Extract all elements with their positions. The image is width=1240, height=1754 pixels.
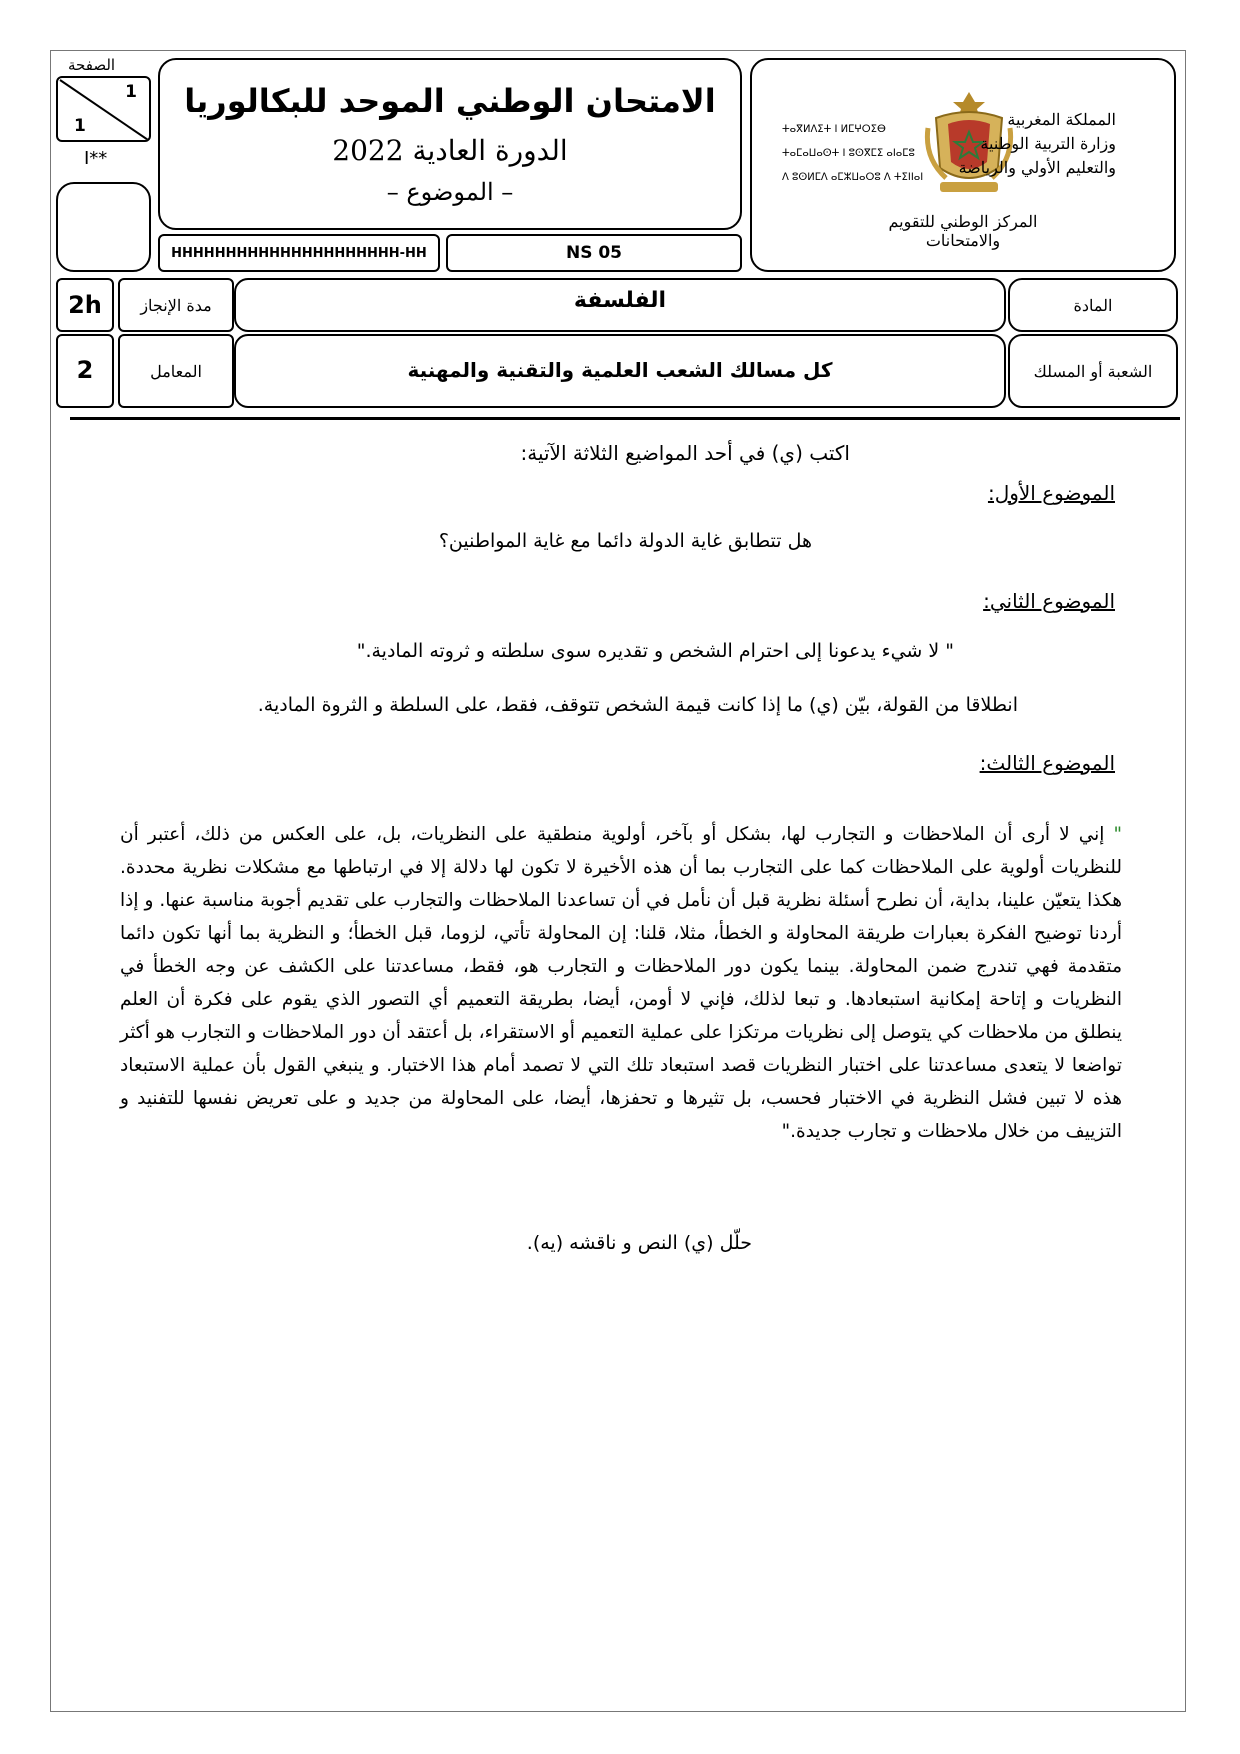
page-total: 1 (74, 116, 86, 136)
ministry-name-2: والتعليم الأولي والرياضة (958, 158, 1116, 177)
center-name: المركز الوطني للتقويم والامتحانات (888, 212, 1038, 250)
tifinagh-text (782, 118, 923, 190)
instruction: اكتب (ي) في أحد المواضيع الثلاثة الآتية: (520, 441, 850, 465)
blank-box (56, 182, 151, 272)
candidate-code-box (158, 234, 440, 272)
topic-3-title: الموضوع الثالث: (979, 751, 1115, 775)
exam-title-box (158, 58, 742, 230)
ministry-text (959, 108, 1116, 180)
exam-code-box (446, 234, 742, 272)
candidate-code: HHHHHHHHHHHHHHHHHHHHH-HH (171, 245, 427, 261)
subject-value: الفلسفة (234, 278, 1006, 332)
exam-title: الامتحان الوطني الموحد للبكالوريا (184, 82, 716, 120)
opening-quote: " (1113, 824, 1122, 845)
topic-2-quote: " لا شيء يدعونا إلى احترام الشخص و تقديره سوى سلطته و ثروته المادية." (356, 640, 954, 662)
duration-label: مدة الإنجاز (118, 278, 234, 332)
coefficient-value: 2 (56, 334, 114, 408)
topic-3-passage: إني لا أرى أن الملاحظات و التجارب لها، بشكل أو بآخر، أولوية منطقية على النظريات، بل، على العكس من ذلك، أعتبر أن للنظريات أولوية على الملاحظات كما على التجارب بما أن هذه الأخيرة لا تكون لها دلالة إلا في ارتباطها مع مشكلات نظرية محددة. هكذا يتعيّن علينا، بداية، أن نطرح أسئلة نظرية قبل أن نأمل في أن تساعدنا الملاحظات والتجارب على تقديم أجوبة مناسبة عنها. و إذا أردنا توضيح الفكرة بعبارات طريقة المحاولة و الخطأ، مثلا، قلنا: إن المحاولة تأتي، لزوما، قبل الخطأ؛ و النظرية بما أنها تكون دائما متقدمة فهي تندرج ضمن المحاولة. بينما يكون دور الملاحظات و التجارب هو، فقط، مساعدتنا على الكشف عن وجه الخطأ في النظريات و إتاحة إمكانية استبعادها. و تبعا لذلك، فإني لا أومن، أيضا، بطريقة التعميم أي التصور الذي يقوم على فكرة أن العلم ينطلق من ملاحظات كي يتوصل إلى نظريات مرتكزا على عملية التعميم أو الاستقراء، بل أعتقد أن دور الملاحظات و التجارب هو أكثر تواضعا لا يتعدى مساعدتنا على اختبار النظريات قصد استبعاد تلك التي لا تصمد أمام هذا الاختبار. و ينبغي القول بأن عملية الاستبعاد هذه لا تبين فشل النظرية في الاختبار فحسب، بل تثيرها و تحفزها، أيضا، على المحاولة من جديد و على تعريض نفسها للتفنيد و التزييف من خلال ملاحظات و تجارب جديدة." (120, 824, 1122, 1142)
ministry-box (750, 58, 1176, 272)
branch-label: الشعبة أو المسلك (1008, 334, 1178, 408)
subject-label: المادة (1008, 278, 1178, 332)
page-current: 1 (125, 82, 137, 102)
exam-marker: I** (84, 148, 108, 169)
subject-heading: – الموضوع – (386, 178, 514, 206)
page-divider-line (58, 78, 151, 142)
topic-1-title: الموضوع الأول: (987, 481, 1115, 505)
kingdom-name: المملكة المغربية (1007, 110, 1116, 129)
page-label: الصفحة (68, 56, 116, 74)
coefficient-label: المعامل (118, 334, 234, 408)
topic-3-text (120, 818, 1122, 1148)
tifinagh-line-1: ⵜⴰⴳⵍⴷⵉⵜ ⵏ ⵍⵎⵖⵔⵉⴱ (782, 124, 886, 135)
topic-1-question: هل تتطابق غاية الدولة دائما مع غاية المواطنين؟ (438, 530, 812, 552)
ministry-name-1: وزارة التربية الوطنية (980, 134, 1116, 153)
page-number-box (56, 76, 151, 142)
topic-2-task: انطلاقا من القولة، بيّن (ي) ما إذا كانت قيمة الشخص تتوقف، فقط، على السلطة و الثروة المادية. (257, 694, 1018, 716)
tifinagh-line-2: ⵜⴰⵎⴰⵡⴰⵙⵜ ⵏ ⵓⵙⴳⵎⵉ ⴰⵏⴰⵎⵓ (782, 148, 915, 159)
topic-2-title: الموضوع الثاني: (983, 589, 1115, 613)
exam-session: الدورة العادية 2022 (332, 134, 568, 167)
exam-code: NS 05 (565, 243, 623, 263)
branch-value: كل مسالك الشعب العلمية والتقنية والمهنية (234, 334, 1006, 408)
topic-3-task: حلّل (ي) النص و ناقشه (يه). (526, 1232, 752, 1254)
tifinagh-line-3: ⴷ ⵓⵙⵍⵎⴷ ⴰⵎⵣⵡⴰⵔⵓ ⴷ ⵜⵉⵏⵏⴰⵏ (782, 172, 924, 183)
duration-value: 2h (56, 278, 114, 332)
header-divider (70, 417, 1180, 420)
